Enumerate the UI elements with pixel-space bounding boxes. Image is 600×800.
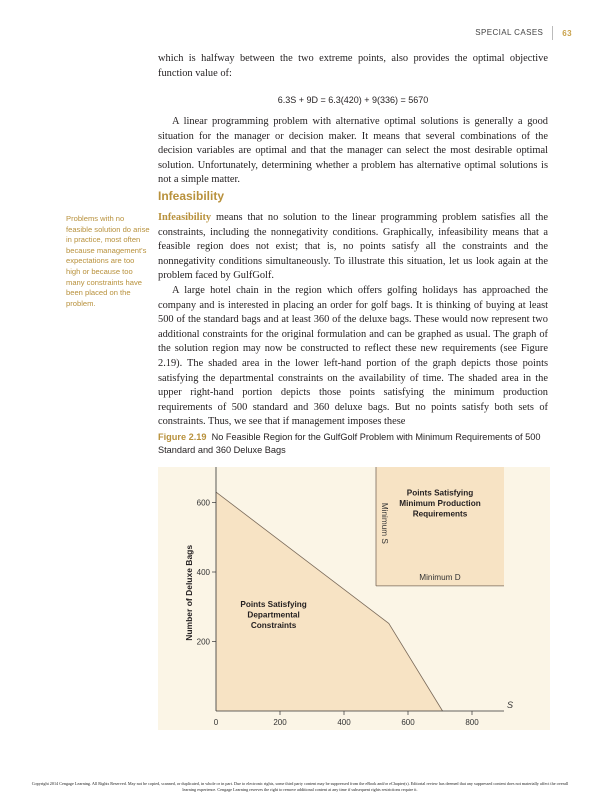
minimum-s-label: Minimum S xyxy=(380,502,389,544)
x-tick-label-0: 0 xyxy=(213,718,219,727)
y-tick-label-600: 600 xyxy=(196,498,210,508)
minimum-d-label: Minimum D xyxy=(419,572,461,582)
hotel-paragraph: A large hotel chain in the region which offers golfing holidays has approached the company and is interested in placing an order for golf bags. It is thinking of buying at least 500 of the standard bags and at least 360 of the deluxe bags. These would now represent two additional constraints for the original formulation and can be graphed as usual. The graph of the solution region may now be constructed to reflect these new requirements (see Figure 2.19). The shaded area in the lower left-hand portion of the graph depicts those points satisfying the departmental constraints on the availability of time. The shaded area in the upper right-hand portion depicts those points satisfying the minimum production requirements of 500 standard and 360 deluxe bags. But no points satisfy both sets of constraints. Thus, we see that if management imposes these xyxy=(158,284,548,428)
alternatives-paragraph xyxy=(158,115,548,188)
figure-label: Figure 2.19 xyxy=(158,432,207,442)
x-tick-label-400: 400 xyxy=(337,718,351,727)
objective-equation: 6.3S + 9D = 6.3(420) + 9(336) = 5670 xyxy=(277,95,429,105)
intro-text: which is halfway between the two extreme points, also provides the optimal objective function value of: xyxy=(158,53,548,79)
region-label-1-line-1: Minimum Production xyxy=(399,499,481,509)
infeasibility-text: means that no solution to the linear programming problem satisfies all the constraints, including the nonnegativity conditions. Graphically, infeasibility means that a feasible region does not exist; that is, no points satisfy all the constraints and the nonnegativity conditions simultaneously. To illustrate this situation, let us look again at the problem faced by GulfGolf. xyxy=(158,212,548,282)
margin-note: Problems with no feasible solution do arise in practice, most often because management's expectations are too high or because too many constraints have been placed on the problem. xyxy=(66,214,150,308)
x-tick-label-600: 600 xyxy=(401,718,415,727)
page-number: 63 xyxy=(562,28,572,38)
section-heading: Infeasibility xyxy=(158,189,225,203)
y-tick-label-200: 200 xyxy=(196,637,210,647)
region-label-1-line-0: Points Satisfying xyxy=(406,488,474,498)
x-tick-label-200: 200 xyxy=(273,718,287,727)
section-title: SPECIAL CASES xyxy=(475,26,553,40)
intro-paragraph xyxy=(158,52,548,81)
infeasibility-paragraphs xyxy=(158,211,548,430)
region-label-1-line-2: Requirements xyxy=(412,509,468,519)
figure-caption xyxy=(158,431,550,456)
alternatives-text: A linear programming problem with alternative optimal solutions is generally a good situation for the manager or decision maker. It means that several combinations of the decision variables are optimal and that the manager can select the most desirable optimal solution. Unfortunately, determining whether a problem has alternative optimal solutions is not a simple matter. xyxy=(158,116,548,186)
infeasibility-definition xyxy=(158,211,548,284)
y-axis-title: Number of Deluxe Bags xyxy=(184,544,194,641)
region-label-0-line-2: Constraints xyxy=(250,620,297,630)
figure-title: No Feasible Region for the GulfGolf Problem with Minimum Requirements of 500 Standard and 360 Deluxe Bags xyxy=(158,432,541,455)
region-label-0-line-1: Departmental xyxy=(247,610,300,620)
x-tick-label-800: 800 xyxy=(465,718,479,727)
running-header xyxy=(475,26,572,40)
x-axis-title xyxy=(304,729,409,730)
feasibility-chart xyxy=(158,467,550,730)
infeasibility-term: Infeasibility xyxy=(158,212,212,223)
copyright-footer: Copyright 2014 Cengage Learning. All Rights Reserved. May not be copied, scanned, or duplicated, in whole or in part. Due to electronic rights, some third party content may be suppressed from the eBook and/or eChapter(s). Editorial review has deemed that any suppressed content does not materially affect the overall learning experience. Cengage Learning reserves the right to remove additional content at any time if subsequent rights restrictions require it. xyxy=(31,781,569,792)
region-minimum-production xyxy=(376,467,504,586)
y-tick-label-400: 400 xyxy=(196,568,210,577)
region-label-0-line-0: Points Satisfying xyxy=(240,599,307,609)
x-axis-symbol: S xyxy=(506,700,514,710)
figure-chart xyxy=(158,467,550,730)
